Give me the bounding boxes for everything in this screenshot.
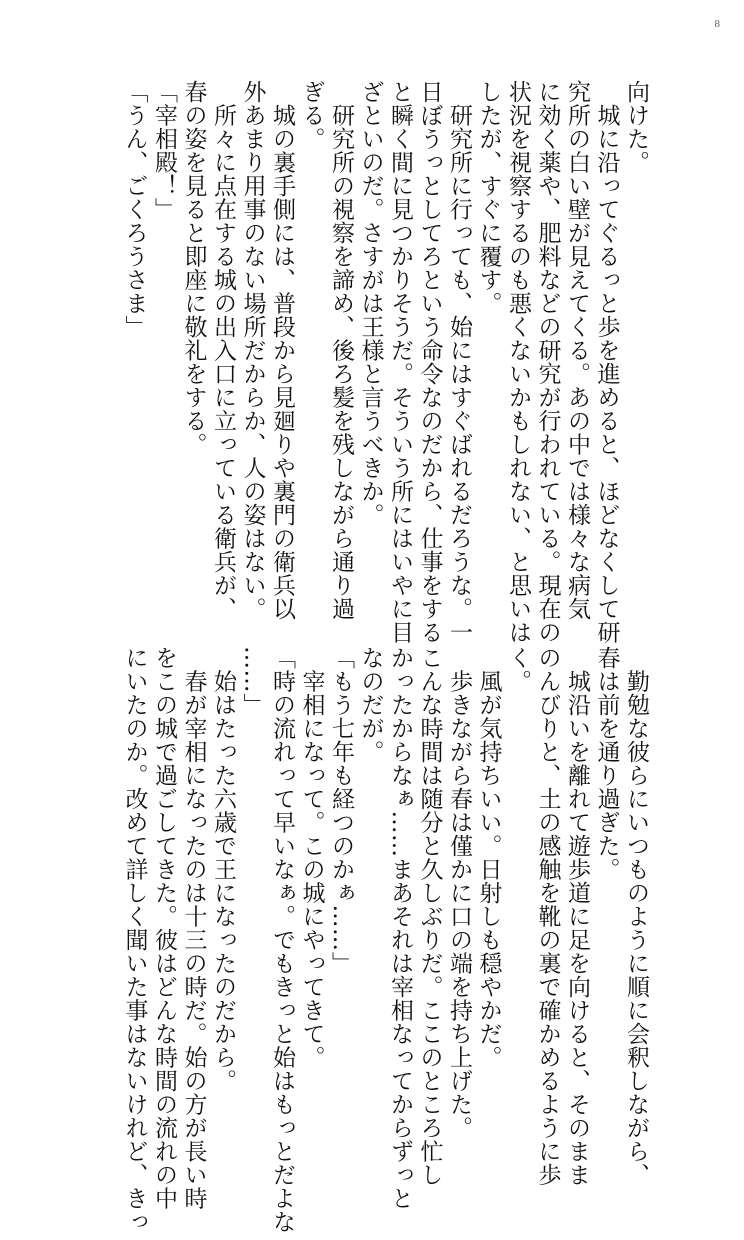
text-column-bottom: 勤勉な彼らにいつものように順に会釈しながら、 春は前を通り過ぎた。 城沿いを離れて遊歩道に足を向けると、そのまま のんびりと、土の感触を靴の裏で確かめるように歩 く。 風が気持ちいい。日射しも穏やかだ。 歩きながら春は僅かに口の端を持ち上げた。 こんな時間は随分と久しぶりだ。ここのところ忙し かったからなぁ……まあそれは宰相なってからずっと なのだが。 「もう七年も経つのかぁ……」 宰相になって。この城にやってきて。 「時の流れって早いなぁ。でもきっと始はもっとだよな ……」 始はたった六歳で王になったのだから。 春が宰相になったのは十三の時だ。始の方が長い時 をこの城で過ごしてきた。彼はどんな時間の流れの中 にいたのか。改めて詳しく聞いた事はないけれど、きっ xyxy=(121,646,649,1234)
text-column-top: 向けた。 城に沿ってぐるっと歩を進めると、ほどなくして研 究所の白い壁が見えてくる。あの中では様々な病気 に効く薬や、肥料などの研究が行われている。現在の 状況を視察するのも悪くないかもしれない、と思いは したが、すぐに覆す。 研究所に行っても、始にはすぐばれるだろうな。一 日ぼうっとしてろという命令なのだから、仕事をする と瞬く間に見つかりそうだ。そういう所にはいやに目 ざといのだ。さすがは王様と言うべきか。 研究所の視察を諦め、後ろ髪を残しながら通り過 ぎる。 城の裏手側には、普段から見廻りや裏門の衛兵以 外あまり用事のない場所だからか、人の姿はない。 所々に点在する城の出入口に立っている衛兵が、 春の姿を見ると即座に敬礼をする。 「宰相殿！」 「うん、ごくろうさま」 xyxy=(121,80,649,644)
page-number: 8 xyxy=(714,18,720,30)
